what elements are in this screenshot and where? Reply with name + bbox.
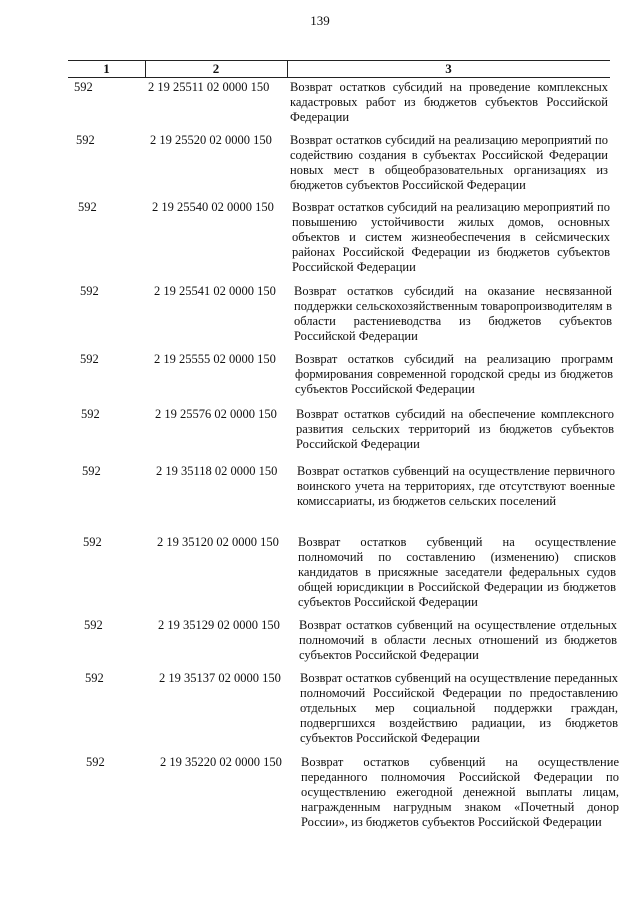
- row-description: Возврат остатков субсидий на реализацию программ формирования современной городской среды из бюджетов субъектов Российской Федерации: [295, 352, 613, 396]
- row-kbk: 2 19 35120 02 0000 150: [157, 535, 279, 549]
- row-kbk: 2 19 35118 02 0000 150: [156, 464, 278, 478]
- row-kbk: 2 19 35137 02 0000 150: [159, 671, 281, 685]
- row-description: Возврат остатков субсидий на проведение комплексных кадастровых работ из бюджетов субъектов Российской Федерации: [290, 80, 608, 124]
- page-number: 139: [310, 13, 330, 28]
- row-description: Возврат остатков субвенций на осуществление полномочий по составлению (изменению) списков кандидатов в присяжные заседатели федеральных судов общей юрисдикции в Российской Федерации из бюджетов субъектов Российской Федерации: [298, 535, 616, 609]
- row-code: 592: [85, 671, 104, 685]
- row-description: Возврат остатков субсидий на обеспечение комплексного развития сельских территорий из бюджетов субъектов Российской Федерации: [296, 407, 614, 451]
- row-kbk: 2 19 25541 02 0000 150: [154, 284, 276, 298]
- row-code: 592: [83, 535, 102, 549]
- row-description: Возврат остатков субсидий на оказание несвязанной поддержки сельскохозяйственным товаропроизводителям в области растениеводства из бюджетов субъектов Российской Федерации: [294, 284, 612, 343]
- row-description: Возврат остатков субвенций на осуществление переданных полномочий Российской Федерации по предоставлению отдельных мер социальной поддержки граждан, подвергшихся воздействию радиации, из бюджетов субъектов Российской Федерации: [300, 671, 618, 745]
- row-code: 592: [82, 464, 101, 478]
- table-header: [68, 60, 610, 77]
- row-kbk: 2 19 25511 02 0000 150: [148, 80, 270, 94]
- row-kbk: 2 19 25555 02 0000 150: [154, 352, 276, 366]
- row-code: 592: [78, 200, 97, 214]
- row-description: Возврат остатков субсидий на реализацию мероприятий по содействию создания в субъектах Российской Федерации новых мест в общеобразовательных организациях из бюджетов субъектов Российской Федерации: [290, 133, 608, 192]
- row-code: 592: [81, 407, 100, 421]
- row-kbk: 2 19 25576 02 0000 150: [155, 407, 277, 421]
- row-code: 592: [76, 133, 95, 147]
- row-kbk: 2 19 35220 02 0000 150: [160, 755, 282, 769]
- header-col-3: 3: [445, 61, 452, 76]
- row-description: Возврат остатков субсидий на реализацию мероприятий по повышению устойчивости жилых домов, основных объектов и систем жизнеобеспечения в сейсмических районах Российской Федерации из бюджетов субъектов Российской Федерации: [292, 200, 610, 274]
- row-code: 592: [86, 755, 105, 769]
- row-code: 592: [80, 284, 99, 298]
- row-kbk: 2 19 25540 02 0000 150: [152, 200, 274, 214]
- row-description: Возврат остатков субвенций на осуществление первичного воинского учета на территориях, где отсутствуют военные комиссариаты, из бюджетов сельских поселений: [297, 464, 615, 508]
- header-col-2: 2: [212, 61, 220, 76]
- header-bottom-rule: [68, 77, 610, 78]
- row-description: Возврат остатков субвенций на осуществление переданного полномочия Российской Федерации по осуществлению ежегодной денежной выплаты лицам, награжденным нагрудным знаком «Почетный донор России», из бюджетов субъектов Российской Федерации: [301, 755, 619, 829]
- header-col-1: 1: [103, 61, 110, 76]
- row-code: 592: [84, 618, 103, 632]
- row-description: Возврат остатков субвенций на осуществление отдельных полномочий в области лесных отношений из бюджетов субъектов Российской Федерации: [299, 618, 617, 662]
- row-kbk: 2 19 35129 02 0000 150: [158, 618, 280, 632]
- row-code: 592: [80, 352, 99, 366]
- row-kbk: 2 19 25520 02 0000 150: [150, 133, 272, 147]
- row-code: 592: [74, 80, 93, 94]
